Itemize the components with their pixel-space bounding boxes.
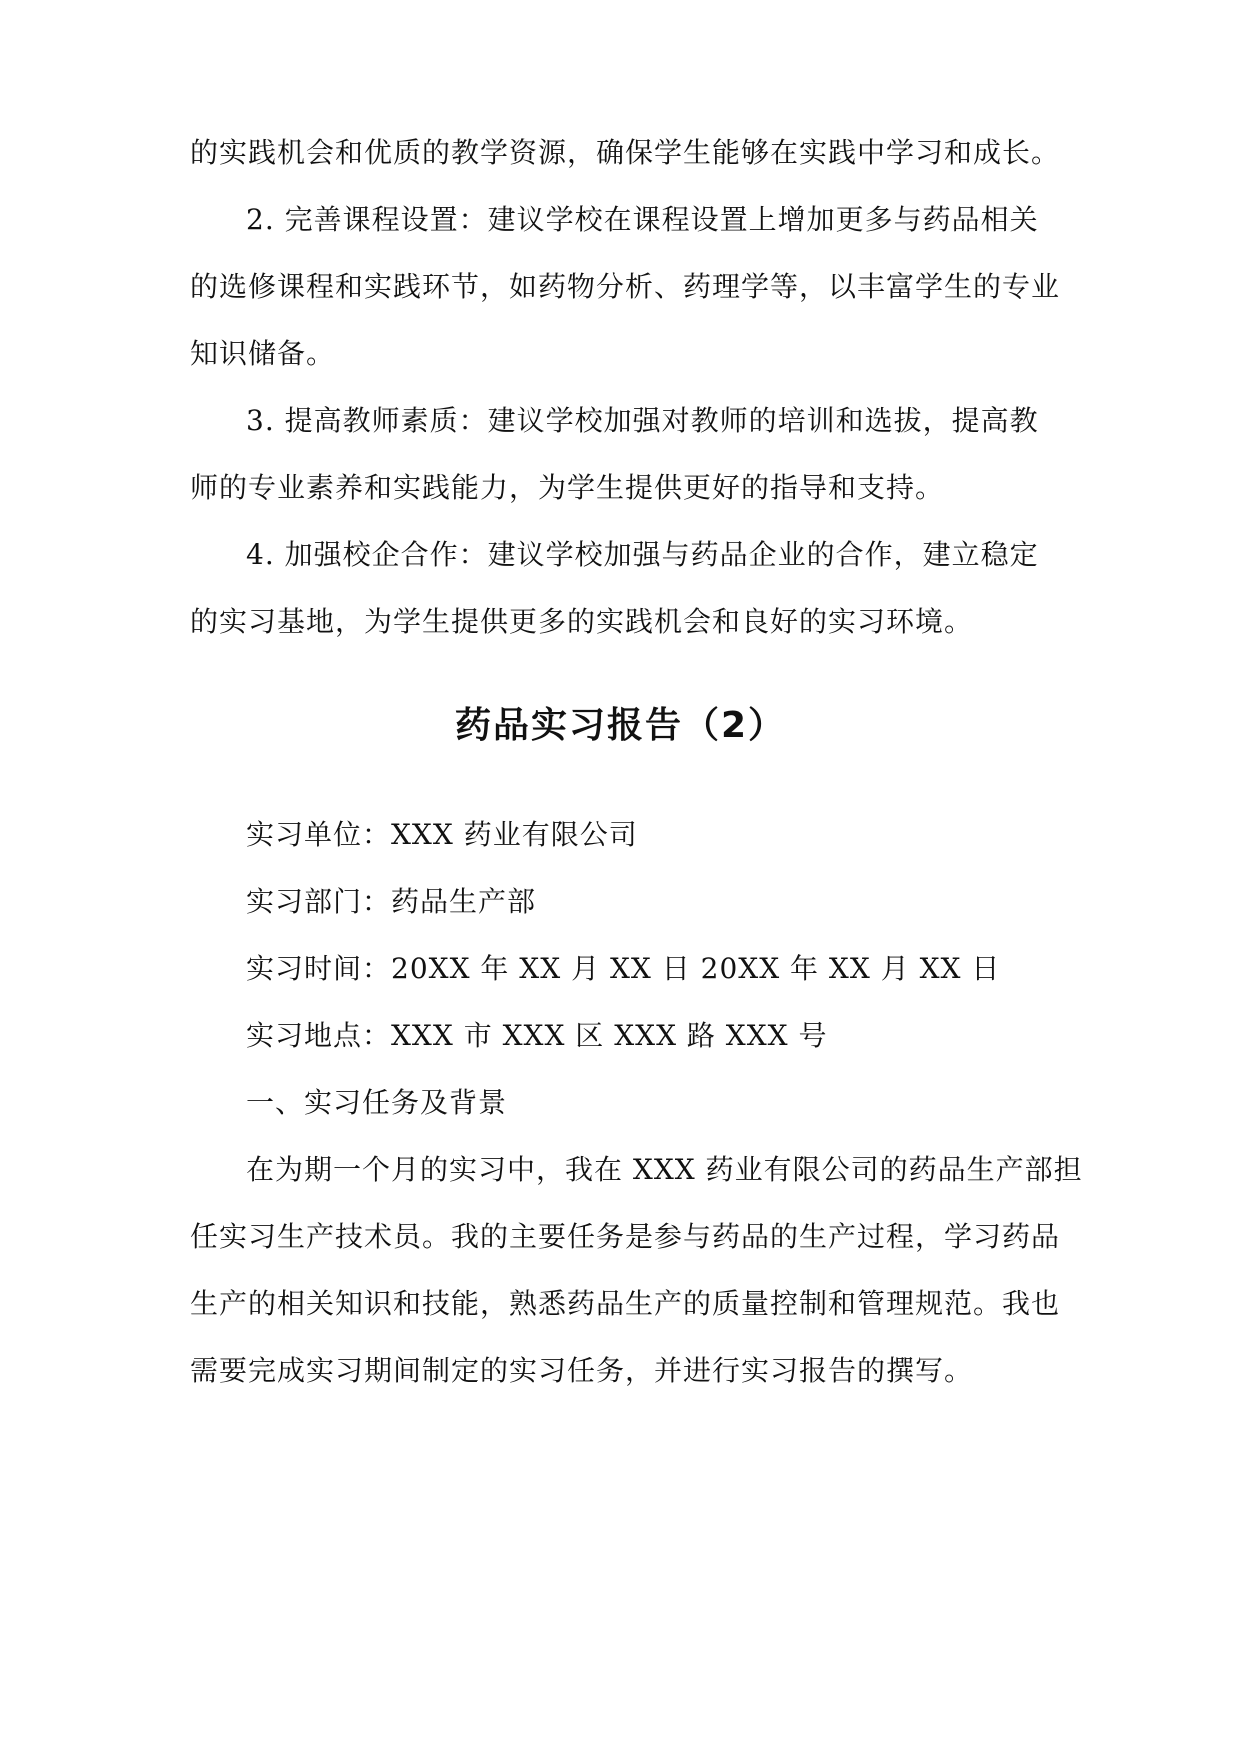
paragraph-3-line-2: 师的专业素养和实践能力，为学生提供更好的指导和支持。 — [190, 471, 945, 504]
internship-department: 实习部门：药品生产部 — [246, 885, 537, 918]
paragraph-2-line-1: 2. 完善课程设置：建议学校在课程设置上增加更多与药品相关 — [246, 203, 1039, 236]
paragraph-2-line-3: 知识储备。 — [190, 337, 336, 370]
section-1-heading: 一、实习任务及背景 — [246, 1086, 508, 1119]
section-1-body-line-4: 需要完成实习期间制定的实习任务，并进行实习报告的撰写。 — [190, 1354, 974, 1387]
paragraph-2-line-2: 的选修课程和实践环节，如药物分析、药理学等，以丰富学生的专业 — [190, 270, 1061, 303]
paragraph-4-line-1: 4. 加强校企合作：建议学校加强与药品企业的合作，建立稳定 — [246, 538, 1039, 571]
paragraph-3-line-1: 3. 提高教师素质：建议学校加强对教师的培训和选拔，提高教 — [246, 404, 1039, 437]
report-title: 药品实习报告（2） — [454, 705, 787, 746]
paragraph-4-line-2: 的实习基地，为学生提供更多的实践机会和良好的实习环境。 — [190, 605, 974, 638]
internship-time: 实习时间：20XX 年 XX 月 XX 日 20XX 年 XX 月 XX 日 — [246, 952, 1001, 985]
section-1-body-line-3: 生产的相关知识和技能，熟悉药品生产的质量控制和管理规范。我也 — [190, 1287, 1061, 1320]
section-1-body-line-2: 任实习生产技术员。我的主要任务是参与药品的生产过程，学习药品 — [190, 1220, 1061, 1253]
section-1-body-line-1: 在为期一个月的实习中，我在 XXX 药业有限公司的药品生产部担 — [246, 1153, 1083, 1186]
internship-unit: 实习单位：XXX 药业有限公司 — [246, 818, 638, 851]
internship-location: 实习地点：XXX 市 XXX 区 XXX 路 XXX 号 — [246, 1019, 828, 1052]
paragraph-1-line-1: 的实践机会和优质的教学资源，确保学生能够在实践中学习和成长。 — [190, 136, 1061, 169]
